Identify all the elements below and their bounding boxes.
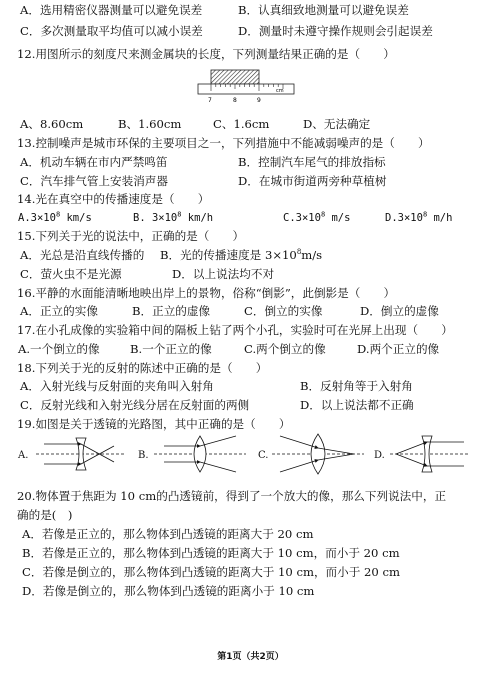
q14-stem: 14.光在真空中的传播速度是（ ） <box>17 192 210 206</box>
q20-stem-line2: 确的是( ) <box>17 508 73 522</box>
q18-option-a: A．入射光线与反射面的夹角叫入射角 <box>20 379 214 393</box>
ruler-figure <box>196 68 298 112</box>
q20-option-b: B．若像是正立的，那么物体到凸透镜的距离大于 10 cm，而小于 20 cm <box>22 546 400 560</box>
q13-option-c: C．汽车排气管上安装消声器 <box>20 174 168 188</box>
q15-stem: 15.下列关于光的说法中，正确的是（ ） <box>17 229 245 243</box>
q16-stem: 16.平静的水面能清晰地映出岸上的景物，俗称“倒影”，此倒影是（ ） <box>17 286 396 300</box>
q12-option-c: C、1.6cm <box>213 117 270 131</box>
q11-option-d: D．测量时未遵守操作规则会引起误差 <box>238 24 433 38</box>
q16-option-b: B．正立的虚像 <box>132 304 211 318</box>
q15-option-b: B．光的传播速度是 $3\times 10^8m/s$ <box>160 248 323 262</box>
q13-option-b: B．控制汽车尾气的排放指标 <box>238 155 386 169</box>
q13-option-a: A．机动车辆在市内严禁鸣笛 <box>20 155 168 169</box>
q20-option-a: A．若像是正立的，那么物体到凸透镜的距离大于 20 cm <box>22 527 314 541</box>
ruler-label-7: 7 <box>208 97 212 104</box>
q12-option-d: D、无法确定 <box>303 117 371 131</box>
lens-label-c: C. <box>258 450 269 461</box>
lens-label-a: A. <box>18 450 29 461</box>
q18-stem: 18.下列关于光的反射的陈述中正确的是（ ） <box>17 361 268 375</box>
q20-option-d: D．若像是倒立的，那么物体到凸透镜的距离小于 10 cm <box>22 584 315 598</box>
q17-option-a: A.一个倒立的像 <box>18 342 100 356</box>
q15-option-c: C．萤火虫不是光源 <box>20 267 122 281</box>
ruler-label-9: 9 <box>257 97 261 104</box>
q18-option-c: C．反射光线和入射光线分居在反射面的两侧 <box>20 398 250 412</box>
q12-option-b: B、1.60cm <box>118 117 182 131</box>
q14-option-d: $D.3\times 10^8$ m/h <box>385 210 453 224</box>
lens-label-b: B. <box>138 450 149 461</box>
q13-option-d: D．在城市街道两旁种草植树 <box>238 174 387 188</box>
q13-stem: 13.控制噪声是城市环保的主要项目之一，下列措施中不能减弱噪声的是（ ） <box>17 136 430 150</box>
q18-option-d: D．以上说法都不正确 <box>300 398 414 412</box>
q20-option-c: C．若像是倒立的，那么物体到凸透镜的距离大于 10 cm，而小于 20 cm <box>22 565 400 579</box>
q16-option-a: A．正立的实像 <box>20 304 98 318</box>
ruler-unit: cm <box>276 88 284 94</box>
q17-option-b: B.一个正立的像 <box>130 342 212 356</box>
q18-option-b: B．反射角等于入射角 <box>300 379 413 393</box>
metal-block <box>211 70 259 84</box>
q14-option-c: $C.3\times 10^8$ m/s <box>283 210 351 224</box>
q17-stem: 17.在小孔成像的实验箱中间的隔板上钻了两个小孔，实验时可在光屏上出现（ ） <box>17 323 453 337</box>
q12-stem: 12.用图所示的刻度尺来测金属块的长度，下列测量结果正确的是（ ） <box>17 47 395 61</box>
q17-option-d: D.两个正立的像 <box>357 342 440 356</box>
q16-option-d: D．倒立的虚像 <box>360 304 439 318</box>
page-footer: 第1页（共2页） <box>217 652 284 662</box>
q15-option-d: D．以上说法均不对 <box>172 267 275 281</box>
ruler-label-8: 8 <box>233 97 237 104</box>
q11-option-c: C．多次测量取平均值可以减小误差 <box>20 24 203 38</box>
q14-option-a: $A.3\times 10^8$ km/s <box>18 210 92 224</box>
q11-option-b: B．认真细致地测量可以避免误差 <box>238 3 409 17</box>
q15-option-a: A．光总是沿直线传播的 <box>20 248 145 262</box>
q12-option-a: A、8.60cm <box>20 117 84 131</box>
q17-option-c: C.两个倒立的像 <box>244 342 326 356</box>
q11-option-a: A．选用精密仪器测量可以避免误差 <box>20 3 203 17</box>
q19-stem: 19.如图是关于透镜的光路图，其中正确的是（ ） <box>17 417 291 431</box>
q20-stem-line1: 20.物体置于焦距为 10 cm的凸透镜前，得到了一个放大的像，那么下列说法中，正 <box>17 489 447 503</box>
q14-option-b: B. $3\times 10^8$ km/h <box>133 210 214 224</box>
lens-label-d: D. <box>374 450 385 461</box>
q16-option-c: C．倒立的实像 <box>244 304 323 318</box>
lens-diagrams <box>14 432 474 476</box>
